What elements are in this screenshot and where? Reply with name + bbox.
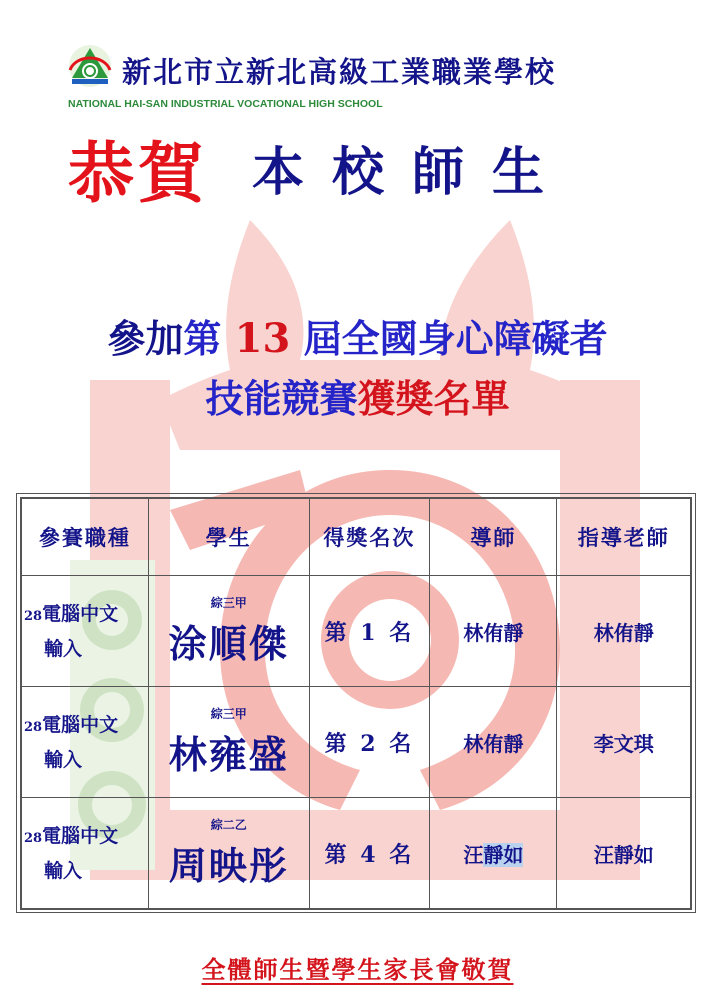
table-row (21, 576, 691, 687)
event-number: 28 (24, 608, 43, 624)
subtitle-line-2 (0, 368, 715, 423)
edition-number: 13 (234, 315, 291, 362)
footer-text: 全體師生暨學生家長會敬賀 (201, 955, 514, 984)
class-tag: 綜二乙 (210, 818, 247, 832)
audience-text: 本校師生 (252, 142, 573, 203)
table-row (21, 798, 691, 910)
subtitle-skills: 技能競賽 (205, 376, 358, 421)
footer (0, 950, 715, 985)
subtitle-ordinal: 第 (183, 316, 222, 361)
event-cell (21, 798, 148, 910)
student-cell (148, 687, 309, 798)
class-tag: 綜三甲 (210, 707, 247, 721)
header-homeroom: 導師 (430, 498, 557, 576)
subtitle-join: 參加 (107, 316, 184, 361)
homeroom-cell: 林侑靜 (430, 576, 557, 687)
homeroom-cell: 林侑靜 (430, 687, 557, 798)
class-tag: 綜三甲 (210, 596, 247, 610)
event-name: 電腦中文 (42, 824, 119, 847)
event-cell (21, 687, 148, 798)
school-emblem-icon (68, 44, 112, 88)
student-cell (148, 798, 309, 910)
school-name-english: NATIONAL HAI-SAN INDUSTRIAL VOCATIONAL HIGH SCHOOL (68, 98, 383, 110)
award-table-frame (16, 493, 696, 913)
header-event: 參賽職種 (21, 498, 148, 576)
coach-cell: 李文琪 (557, 687, 691, 798)
event-name-line2: 輸入 (44, 637, 83, 660)
event-name: 電腦中文 (42, 602, 119, 625)
table-row (21, 687, 691, 798)
headline (68, 120, 572, 215)
subtitle-competition: 屆全國身心障礙者 (303, 316, 608, 361)
homeroom-name-start: 汪 (463, 842, 484, 867)
rank-cell: 第 2 名 (309, 687, 430, 798)
event-number: 28 (24, 719, 43, 735)
table-header-row (21, 498, 691, 576)
subtitle-line-1 (0, 308, 715, 363)
header-rank: 得獎名次 (309, 498, 430, 576)
subtitle-winners: 獲獎名單 (357, 376, 510, 421)
coach-cell: 林侑靜 (557, 576, 691, 687)
event-name: 電腦中文 (42, 713, 119, 736)
event-name-line2: 輸入 (44, 748, 83, 771)
congrats-text: 恭賀 (68, 134, 208, 212)
event-name-line2: 輸入 (44, 859, 83, 882)
student-cell (148, 576, 309, 687)
student-name: 林雍盛 (168, 732, 289, 777)
rank-cell: 第 1 名 (309, 576, 430, 687)
coach-cell: 汪靜如 (557, 798, 691, 910)
header-student: 學生 (148, 498, 309, 576)
student-name: 涂順傑 (168, 621, 289, 666)
homeroom-cell (430, 798, 557, 910)
event-number: 28 (24, 830, 43, 846)
rank-cell: 第 4 名 (309, 798, 430, 910)
homeroom-name-highlighted: 靜如 (483, 842, 524, 867)
student-name: 周映彤 (168, 843, 289, 888)
award-table (20, 497, 692, 910)
event-cell (21, 576, 148, 687)
header-coach: 指導老師 (557, 498, 691, 576)
school-name: 新北市立新北高級工業職業學校 (122, 55, 557, 89)
